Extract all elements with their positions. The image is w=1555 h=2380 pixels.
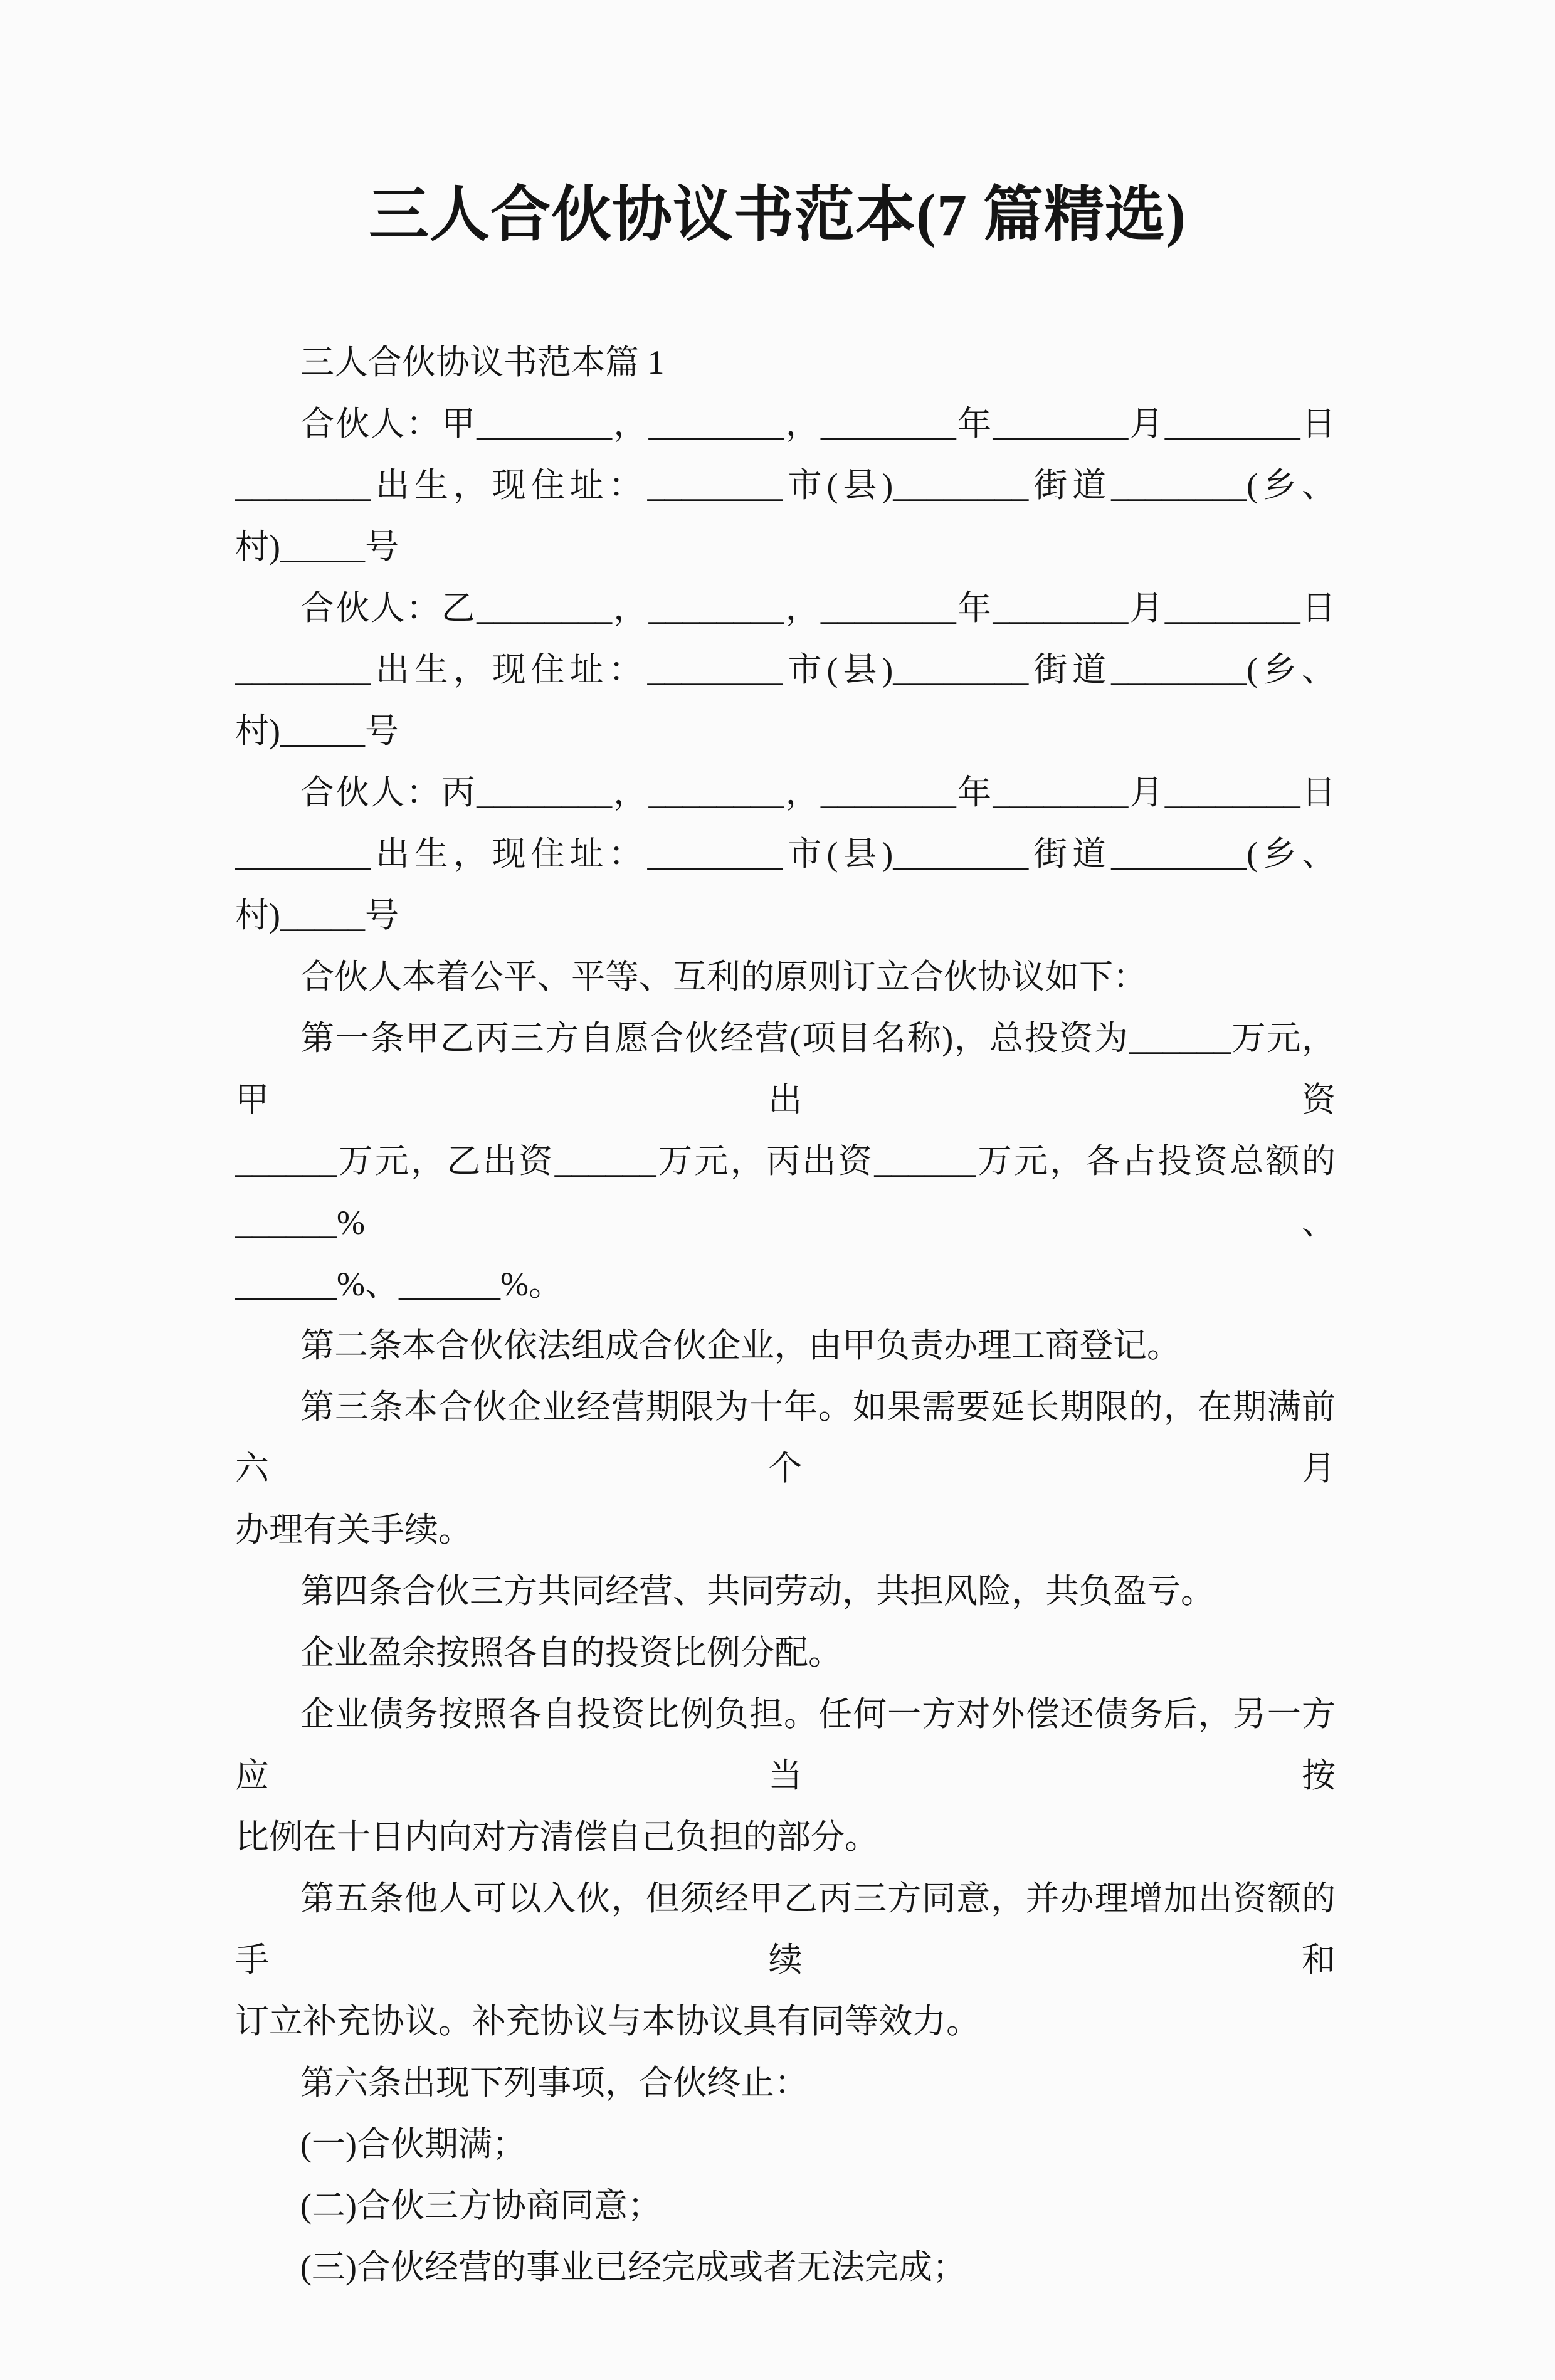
document-line: 第六条出现下列事项，合伙终止：	[300, 2064, 808, 2102]
document-line: ________出生，现住址：________市(县)________街道________(乡、	[235, 466, 1336, 504]
document-line: ________出生，现住址：________市(县)________街道________(乡、	[235, 835, 1336, 873]
document-line: 合伙人本着公平、平等、互利的原则订立合伙协议如下：	[300, 958, 1147, 996]
document-line: (一)合伙期满；	[300, 2125, 526, 2163]
document-line: ________出生，现住址：________市(县)________街道________(乡、	[235, 651, 1336, 688]
document-line: 合伙人：甲________，________，________年________月________日	[300, 405, 1336, 443]
document-line: (三)合伙经营的事业已经完成或者无法完成；	[300, 2248, 966, 2286]
document-line: 合伙人：丙________，________，________年________月________日	[300, 774, 1336, 811]
document-line: 第三条本合伙企业经营期限为十年。如果需要延长期限的，在期满前六个月	[235, 1388, 1336, 1487]
document-line: ______万元，乙出资______万元，丙出资______万元，各占投资总额的______%、	[235, 1142, 1336, 1241]
document-line: 第五条他人可以入伙，但须经甲乙丙三方同意，并办理增加出资额的手续和	[235, 1880, 1336, 1979]
document-line: 村)_____号	[235, 712, 399, 750]
document-page	[0, 181, 1555, 2380]
document-line: (二)合伙三方协商同意；	[300, 2187, 662, 2225]
document-title: 三人合伙协议书范本(7 篇精选)	[369, 181, 1186, 248]
document-line: 比例在十日内向对方清偿自己负担的部分。	[235, 1818, 878, 1856]
document-line: 办理有关手续。	[235, 1511, 472, 1549]
document-line: 村)_____号	[235, 528, 399, 566]
document-body	[235, 332, 1336, 2298]
document-line: ______%、______%。	[235, 1265, 562, 1303]
document-line: 三人合伙协议书范本篇 1	[300, 344, 665, 381]
document-line: 企业盈余按照各自的投资比例分配。	[300, 1634, 842, 1672]
document-line: 企业债务按照各自投资比例负担。任何一方对外偿还债务后，另一方应当按	[235, 1695, 1336, 1794]
document-line: 村)_____号	[235, 897, 399, 934]
document-line: 第二条本合伙依法组成合伙企业，由甲负责办理工商登记。	[300, 1327, 1181, 1364]
document-line: 合伙人：乙________，________，________年________月________日	[300, 589, 1336, 627]
document-line: 第一条甲乙丙三方自愿合伙经营(项目名称)，总投资为______万元，甲出资	[235, 1019, 1336, 1119]
document-line: 第四条合伙三方共同经营、共同劳动，共担风险，共负盈亏。	[300, 1572, 1215, 1610]
document-line: 订立补充协议。补充协议与本协议具有同等效力。	[235, 2003, 980, 2040]
